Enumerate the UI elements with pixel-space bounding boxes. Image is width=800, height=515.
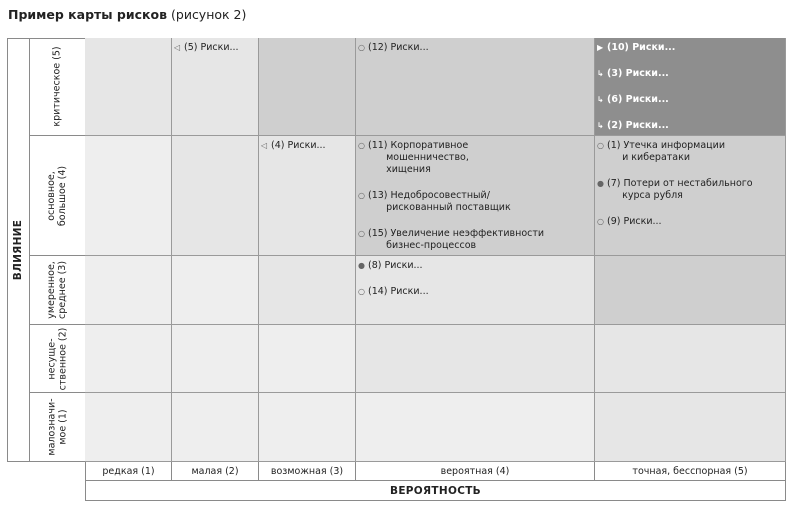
title-rest: (рисунок 2) xyxy=(167,7,247,22)
risk-label: (7) Потери от нестабильного курса рубля xyxy=(607,178,753,201)
row-label xyxy=(29,38,85,136)
heatmap-cell xyxy=(85,256,172,325)
triangle-left-icon: ◁ xyxy=(174,43,181,52)
row-label-text: несуще- ственное (2) xyxy=(46,327,69,390)
heatmap-cell xyxy=(85,325,172,393)
row-label xyxy=(29,136,85,256)
risk-item xyxy=(261,140,326,152)
risk-item xyxy=(358,190,511,214)
circle-icon: ○ xyxy=(597,217,604,226)
risk-label: (1) Утечка информации и кибератаки xyxy=(607,140,725,163)
y-axis-title: ВЛИЯНИЕ xyxy=(12,219,25,281)
heatmap-cell xyxy=(259,393,356,462)
heatmap-cell xyxy=(172,393,259,462)
risk-label: (4) Риски... xyxy=(271,140,326,151)
risk-label: (2) Риски... xyxy=(607,120,669,131)
risk-label: (5) Риски... xyxy=(184,42,239,53)
circle-icon: ○ xyxy=(358,229,365,238)
column-label: точная, бесспорная (5) xyxy=(595,462,786,481)
heatmap-cell xyxy=(259,38,356,136)
risk-item xyxy=(597,178,753,202)
row-label xyxy=(29,393,85,462)
triangle-right-icon: ▶ xyxy=(597,43,604,52)
corner-arrow-icon: ↳ xyxy=(597,69,604,78)
risk-item xyxy=(597,68,669,80)
heatmap-cell xyxy=(85,393,172,462)
heatmap-cell xyxy=(85,136,172,256)
risk-label: (3) Риски... xyxy=(607,68,669,79)
corner-arrow-icon: ↳ xyxy=(597,95,604,104)
heatmap-cell xyxy=(259,256,356,325)
risk-item xyxy=(358,42,429,54)
heatmap-cell xyxy=(172,136,259,256)
risk-item xyxy=(597,216,662,228)
column-label: возможная (3) xyxy=(259,462,356,481)
risk-label: (14) Риски... xyxy=(368,286,429,297)
row-label-text: основное, большое (4) xyxy=(46,165,69,226)
column-label: малая (2) xyxy=(172,462,259,481)
risk-item xyxy=(597,120,669,132)
row-label-text: малозначи- мое (1) xyxy=(46,398,69,456)
title-bold: Пример карты рисков xyxy=(8,7,168,22)
risk-label: (13) Недобросовестный/ рискованный поставщик xyxy=(368,190,511,213)
heatmap-cell xyxy=(172,256,259,325)
risk-item xyxy=(358,228,544,252)
heatmap-cell xyxy=(259,136,356,256)
row-label-text: умеренное, среднее (3) xyxy=(46,260,69,320)
heatmap-cell xyxy=(356,325,595,393)
risk-label: (15) Увеличение неэффективности бизнес-процессов xyxy=(368,228,545,251)
triangle-left-icon: ◁ xyxy=(261,141,268,150)
risk-item xyxy=(597,94,669,106)
column-label: редкая (1) xyxy=(85,462,172,481)
risk-item xyxy=(597,140,725,164)
filled-circle-icon: ● xyxy=(358,261,365,270)
risk-label: (10) Риски... xyxy=(607,42,676,53)
heatmap-cell xyxy=(356,393,595,462)
risk-item xyxy=(597,42,675,54)
heatmap-cell xyxy=(172,325,259,393)
corner-arrow-icon: ↳ xyxy=(597,121,604,130)
x-axis-title: ВЕРОЯТНОСТЬ xyxy=(85,481,786,501)
risk-item xyxy=(358,140,469,176)
heatmap-cell xyxy=(85,38,172,136)
risk-label: (12) Риски... xyxy=(368,42,429,53)
circle-icon: ○ xyxy=(358,287,365,296)
filled-circle-icon: ● xyxy=(597,179,604,188)
circle-icon: ○ xyxy=(358,141,365,150)
heatmap-cell xyxy=(259,325,356,393)
circle-icon: ○ xyxy=(597,141,604,150)
risk-label: (6) Риски... xyxy=(607,94,669,105)
row-label xyxy=(29,325,85,393)
risk-label: (9) Риски... xyxy=(607,216,662,227)
risk-item xyxy=(174,42,239,54)
risk-label: (8) Риски... xyxy=(368,260,423,271)
column-label: вероятная (4) xyxy=(356,462,595,481)
risk-item xyxy=(358,286,429,298)
row-label xyxy=(29,256,85,325)
row-label-text: критическое (5) xyxy=(52,46,64,127)
circle-icon: ○ xyxy=(358,191,365,200)
circle-icon: ○ xyxy=(358,43,365,52)
risk-item xyxy=(358,260,423,272)
risk-label: (11) Корпоративное мошенничество, хищения xyxy=(368,140,469,175)
heatmap-cell xyxy=(595,256,786,325)
heatmap-cell xyxy=(595,325,786,393)
heatmap-cell xyxy=(595,393,786,462)
